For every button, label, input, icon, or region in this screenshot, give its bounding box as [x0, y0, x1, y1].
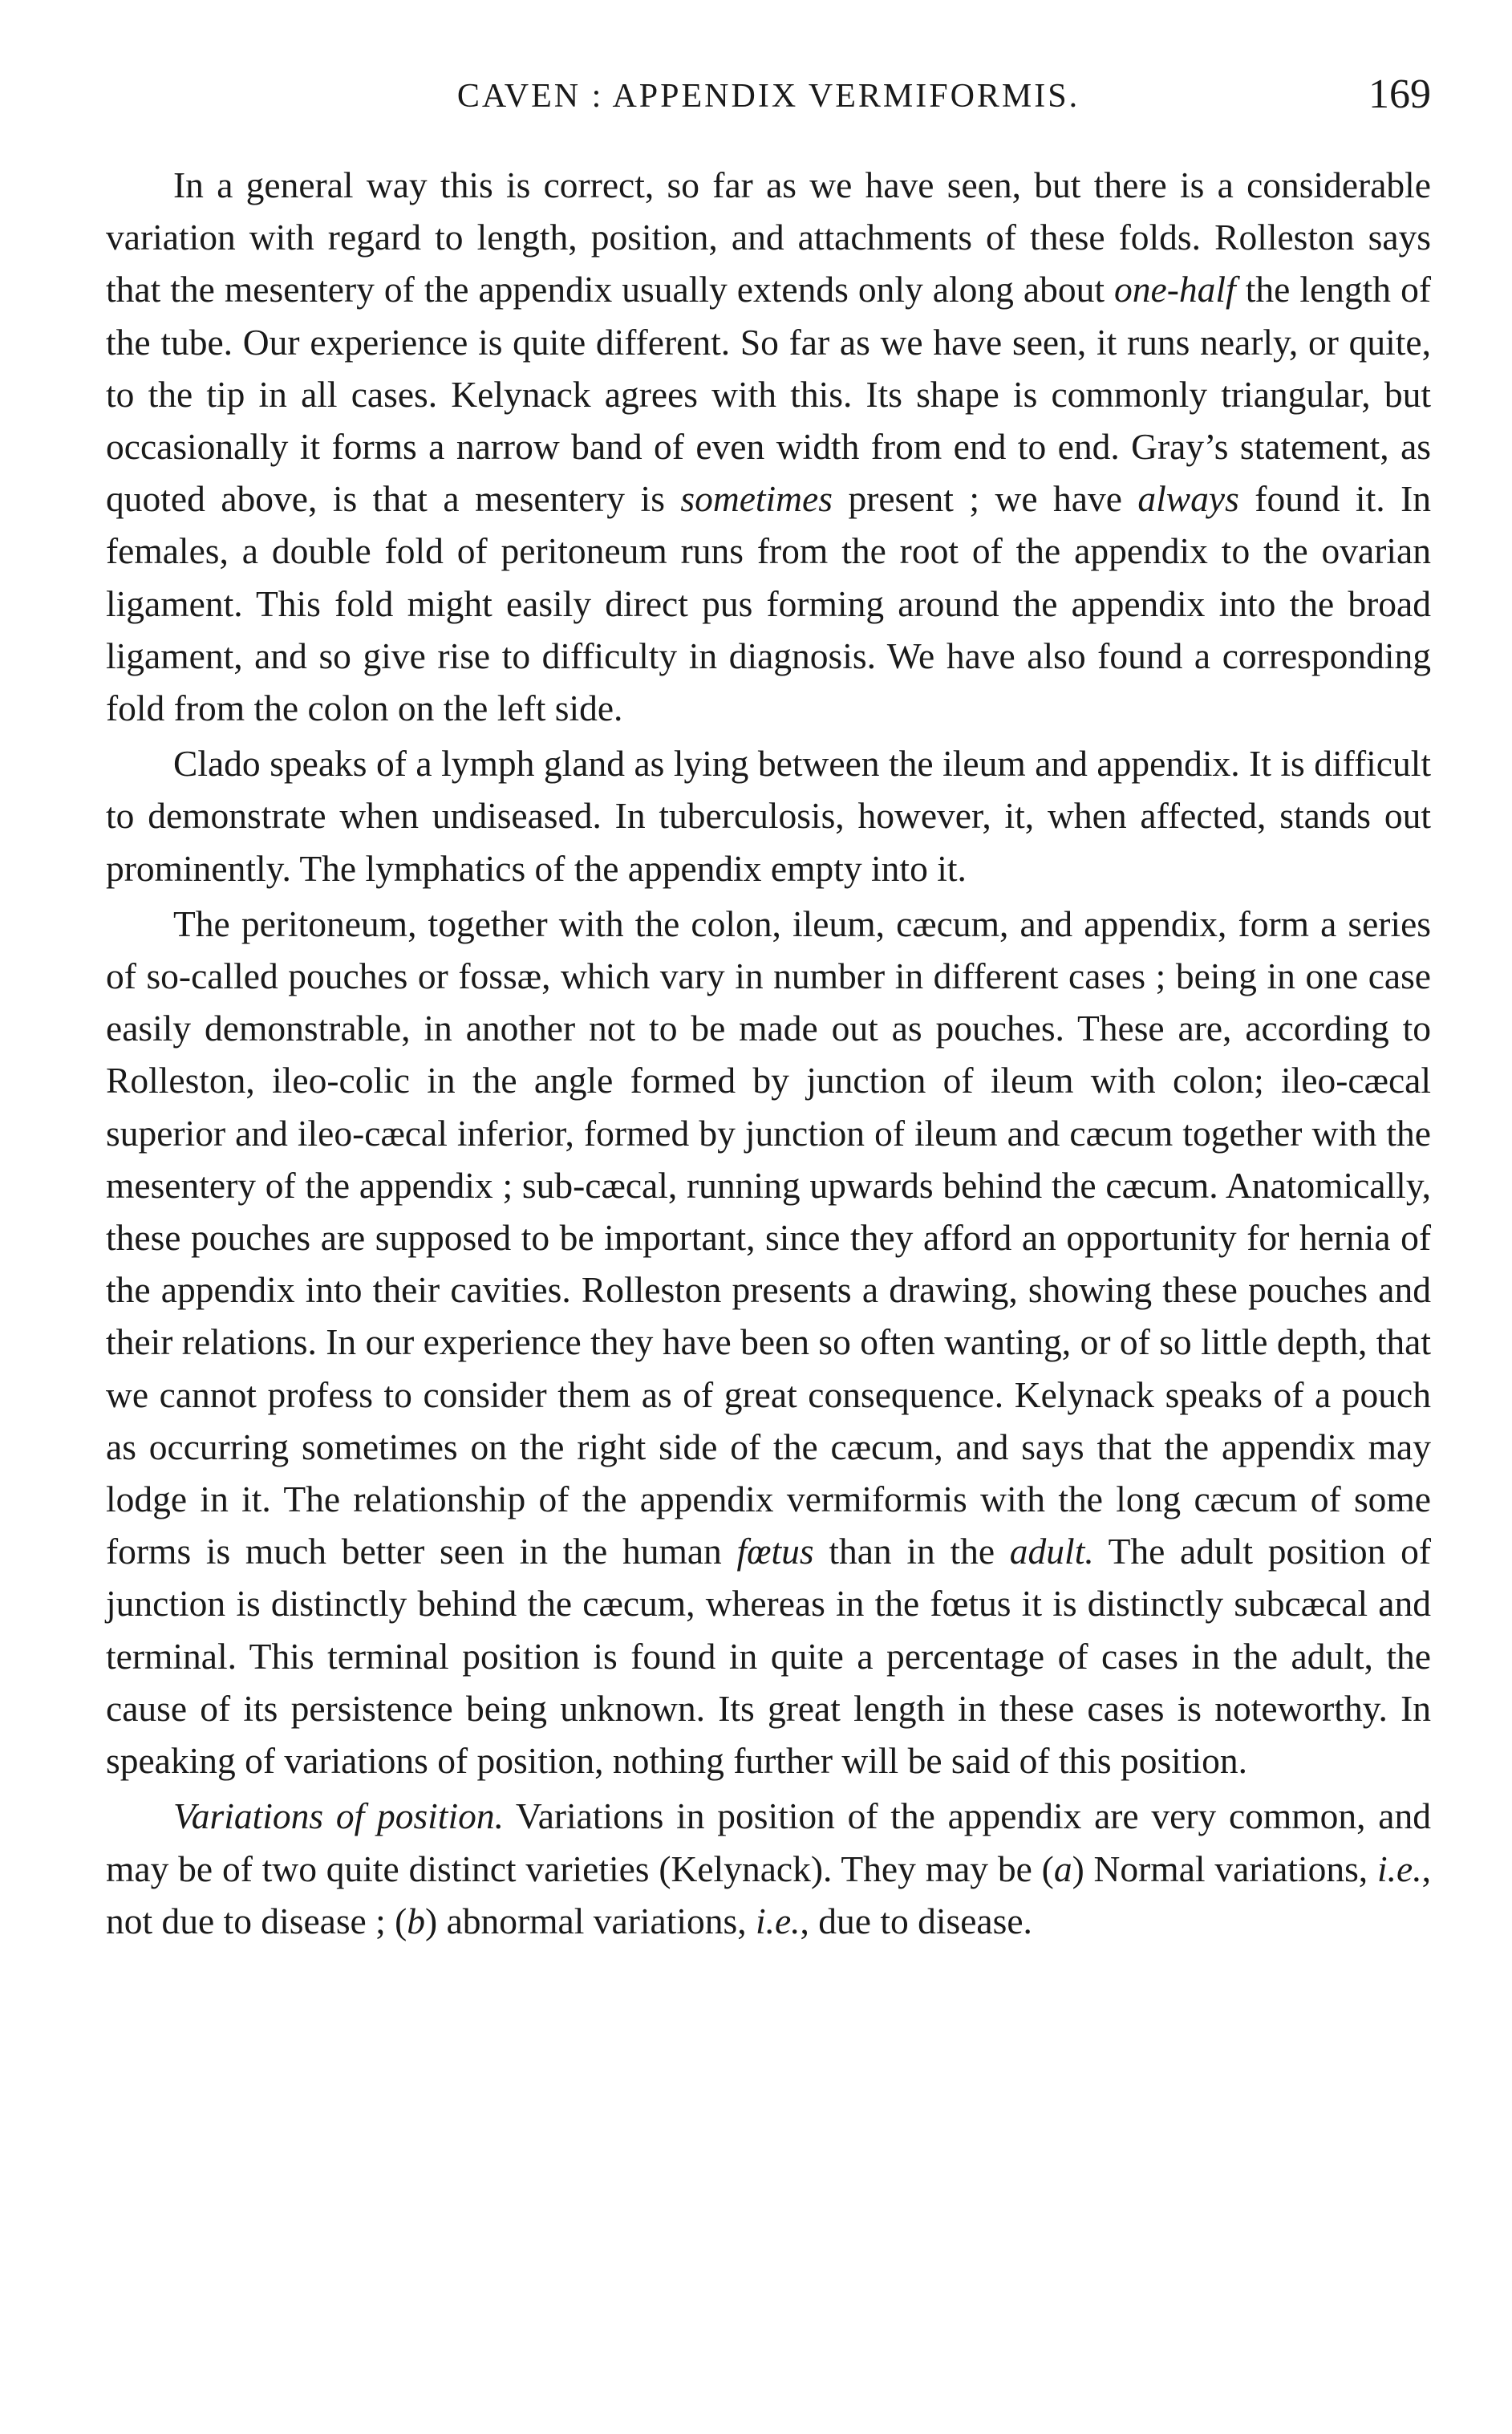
- paragraph-4: [106, 1790, 1431, 1947]
- running-head: CAVEN : APPENDIX VERMIFORMIS.: [456, 78, 1080, 115]
- text-run: The adult position of junction is distinctly behind the cæcum, whereas in the fœtus it is distinctly subcæcal and terminal. This terminal position is found in quite a percentage of cases in the adult, the cause of its persistence being unknown. Its great length in these cases is noteworthy. In speaking of variations of position, nothing further will be said of this position.: [106, 1531, 1431, 1782]
- italic-text: b: [407, 1900, 426, 1941]
- italic-text: i.e.: [1377, 1848, 1422, 1889]
- text-run: Variations in position of the appendix are very common, and may be of two quite distinct varieties (Kelynack). They may be (: [106, 1795, 1431, 1889]
- text-run: Clado speaks of a lymph gland as lying between the ileum and appendix. It is difficult to demonstrate when undiseased. In tuberculosis, however, it, when affected, stands out prominently. The lymphatics of the appendix empty into it.: [106, 743, 1431, 889]
- italic-text: fœtus: [736, 1531, 814, 1572]
- page-header: [106, 71, 1431, 127]
- italic-text: adult.: [1009, 1531, 1094, 1572]
- text-run: In a general way this is correct, so far as we have seen, but there is a considerable variation with regard to length, position, and attachments of these folds. Rolleston says that the mesentery of the appendix usually extends only along about: [106, 164, 1431, 310]
- text-run: , not due to disease ; (: [106, 1848, 1431, 1941]
- book-page: [106, 71, 1431, 1947]
- paragraph-1: [106, 159, 1431, 734]
- page-number: 169: [1368, 71, 1431, 117]
- italic-text: i.e.: [755, 1900, 801, 1941]
- text-run: , due to disease.: [800, 1900, 1032, 1941]
- text-run: found it. In females, a double fold of peritoneum runs from the root of the appendix to the ovarian ligament. This fold might easily direct pus forming around the appendix into the broad ligament, and so give rise to difficulty in diagnosis. We have also found a corresponding fold from the colon on the left side.: [106, 478, 1431, 729]
- italic-text: Variations of position.: [173, 1795, 504, 1837]
- text-run: present ; we have: [832, 478, 1138, 520]
- italic-text: one-half: [1114, 269, 1236, 310]
- text-run: ) Normal variations,: [1072, 1848, 1378, 1889]
- paragraph-2: [106, 737, 1431, 894]
- italic-text: sometimes: [680, 478, 833, 520]
- text-run: The peritoneum, together with the colon, ileum, cæcum, and appendix, form a series of so-called pouches or fossæ, which vary in number in different cases ; being in one case easily demonstrable, in another not to be made out as pouches. These are, according to Rolleston, ileo-colic in the angle formed by junction of ileum with colon; ileo-cæcal superior and ileo-cæcal inferior, formed by junction of ileum and cæcum together with the mesentery of the appendix ; sub-cæcal, running upwards behind the cæcum. Anatomically, these pouches are supposed to be important, since they afford an opportunity for hernia of the appendix into their cavities. Rolleston presents a drawing, showing these pouches and their relations. In our experience they have been so often wanting, or of so little depth, that we cannot profess to consider them as of great consequence. Kelynack speaks of a pouch as occurring sometimes on the right side of the cæcum, and says that the appendix may lodge in it. The relationship of the appendix vermiformis with the long cæcum of some forms is much better seen in the human: [106, 903, 1431, 1572]
- text-run: than in the: [813, 1531, 1010, 1572]
- text-run: ) abnormal variations,: [425, 1900, 756, 1941]
- text-run: the length of the tube. Our experience is quite different. So far as we have seen, it runs nearly, or quite, to the tip in all cases. Kelynack agrees with this. Its shape is commonly triangular, but occasionally it forms a narrow band of even width from end to end. Gray’s statement, as quoted above, is that a mesentery is: [106, 269, 1431, 520]
- italic-text: a: [1053, 1848, 1072, 1889]
- italic-text: always: [1137, 478, 1239, 520]
- paragraph-3: [106, 898, 1431, 1787]
- body-text: [106, 159, 1431, 1947]
